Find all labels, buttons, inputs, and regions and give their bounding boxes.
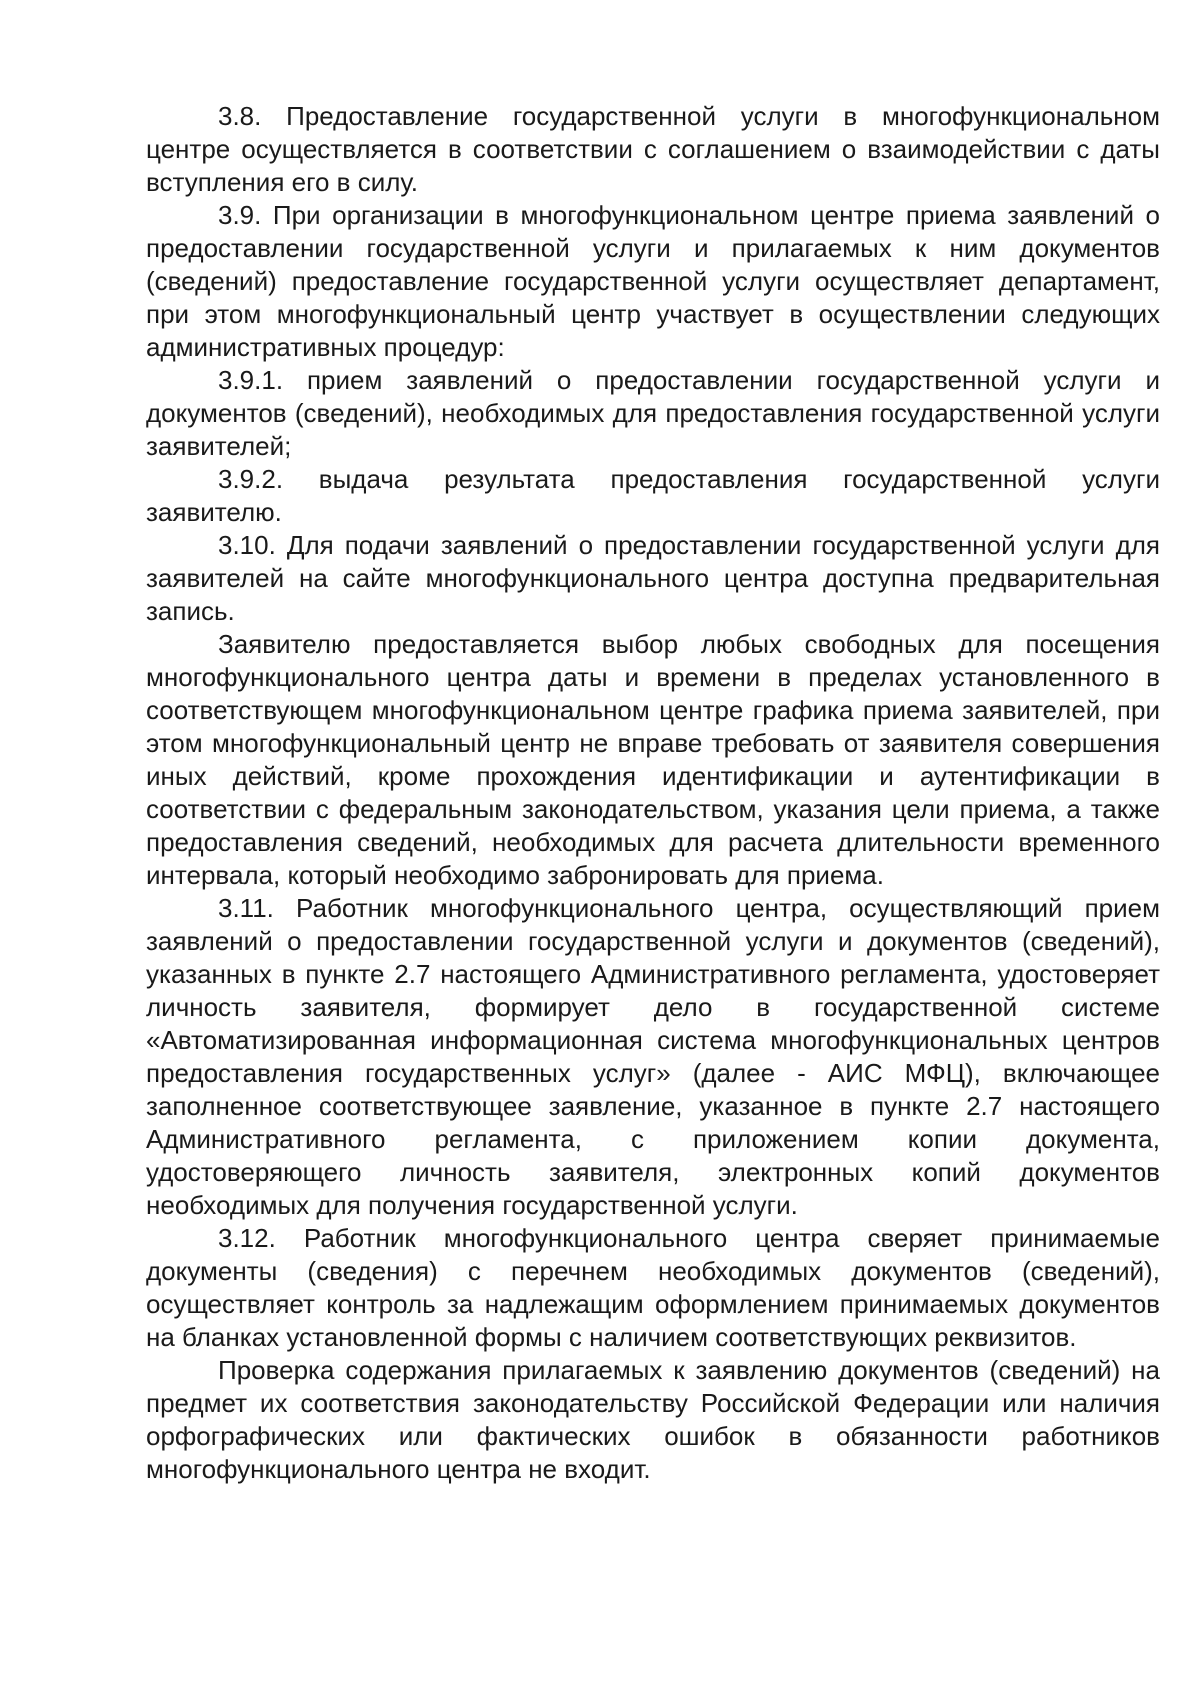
paragraph-3-9: 3.9. При организации в многофункциональном центре приема заявлений о предоставлении государственной услуги и прилагаемых к ним документов (сведений) предоставление государственной услуги осуществляет департамент, при этом многофункциональный центр участвует в осуществлении следующих административных процедур:: [146, 200, 1160, 362]
paragraph-3-12: 3.12. Работник многофункционального центра сверяет принимаемые документы (сведения) с перечнем необходимых документов (сведений), осуществляет контроль за надлежащим оформлением принимаемых документов на бланках установленной формы с наличием соответствующих реквизитов.: [146, 1223, 1160, 1352]
paragraph-3-10-continued: Заявителю предоставляется выбор любых свободных для посещения многофункционального центра даты и времени в пределах установленного в соответствующем многофункциональном центре графика приема заявителей, при этом многофункциональный центр не вправе требовать от заявителя совершения иных действий, кроме прохождения идентификации и аутентификации в соответствии с федеральным законодательством, указания цели приема, а также предоставления сведений, необходимых для расчета длительности временного интервала, который необходимо забронировать для приема.: [146, 629, 1160, 890]
paragraph-3-9-2: 3.9.2. выдача результата предоставления государственной услуги заявителю.: [146, 464, 1160, 527]
paragraph-3-9-1: 3.9.1. прием заявлений о предоставлении государственной услуги и документов (сведений), необходимых для предоставления государственной услуги заявителей;: [146, 365, 1160, 461]
paragraph-3-10: 3.10. Для подачи заявлений о предоставлении государственной услуги для заявителей на сайте многофункционального центра доступна предварительная запись.: [146, 530, 1160, 626]
paragraph-3-12-continued: Проверка содержания прилагаемых к заявлению документов (сведений) на предмет их соответствия законодательству Российской Федерации или наличия орфографических или фактических ошибок в обязанности работников многофункционального центра не входит.: [146, 1355, 1160, 1484]
paragraph-3-11: 3.11. Работник многофункционального центра, осуществляющий прием заявлений о предоставлении государственной услуги и документов (сведений), указанных в пункте 2.7 настоящего Административного регламента, удостоверяет личность заявителя, формирует дело в государственной системе «Автоматизированная информационная система многофункциональных центров предоставления государственных услуг» (далее - АИС МФЦ), включающее заполненное соответствующее заявление, указанное в пункте 2.7 настоящего Административного регламента, с приложением копии документа, удостоверяющего личность заявителя, электронных копий документов необходимых для получения государственной услуги.: [146, 893, 1160, 1220]
paragraph-3-8: 3.8. Предоставление государственной услуги в многофункциональном центре осуществляется в соответствии с соглашением о взаимодействии с даты вступления его в силу.: [146, 101, 1160, 197]
document-body: [146, 100, 1160, 1486]
